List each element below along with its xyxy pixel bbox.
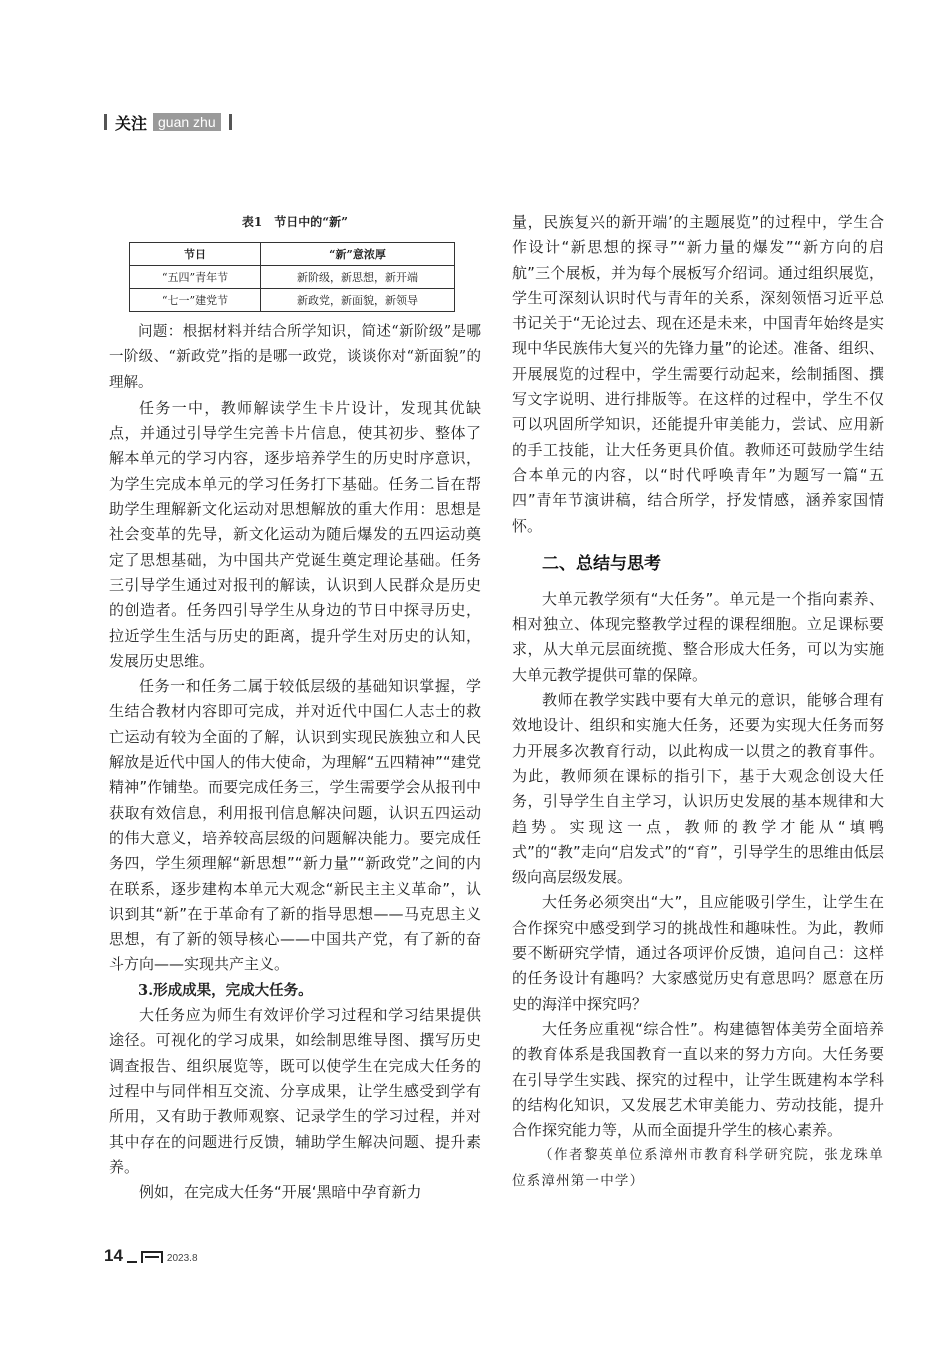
- body-paragraph: 教师在教学实践中要有大单元的意识，能够合理有效地设计、组织和实施大任务，还要为实现大任务而努力开展多次教育行动，以此构成一以贯之的教育事件。为此，教师须在课标的指引下，基于大观念创设大任务，引导学生自主学习，认识历史发展的基本规律和大趋势。实现这一点，教师的教学才能从“填鸭式”的“教”走向“启发式”的“育”，引导学生的思维由低层级向高层级发展。: [512, 691, 884, 887]
- section-heading: 二、总结与思考: [542, 553, 661, 574]
- header-bar-left: [104, 114, 107, 130]
- body-paragraph: 大单元教学须有“大任务”。单元是一个指向素养、相对独立、体现完整教学过程的课程细胞。立足课标要求，从大单元层面统揽、整合形成大任务，可以为实施大单元教学提供可靠的保障。: [512, 589, 884, 684]
- body-paragraph: 大任务必须突出“大”，且应能吸引学生，让学生在合作探究中感受到学习的挑战性和趣味性。为此，教师要不断研究学情，通过各项评价反馈，追问自己：这样的任务设计有趣吗？大家感觉历史有意思吗？愿意在历史的海洋中探究吗？: [512, 893, 884, 1013]
- table-row: [130, 266, 455, 289]
- step-heading: 3.形成成果，完成大任务。: [138, 981, 313, 999]
- page-footer: [104, 1246, 198, 1266]
- left-column: [109, 210, 481, 1205]
- body-paragraph: 量，民族复兴的新开端’的主题展览”的过程中，学生合作设计“新思想的探寻”“新力量的爆发”“新方向的启航”三个展板，并为每个展板写介绍词。通过组织展览，学生可深刻认识时代与青年的关系，深刻领悟习近平总书记关于“无论过去、现在还是未来，中国青年始终是实现中华民族伟大复兴的先锋力量”的论述。准备、组织、开展展览的过程中，学生需要行动起来，绘制插图、撰写文字说明、进行排版等。在这样的过程中，学生不仅可以巩固所学知识，还能提升审美能力，尝试、应用新的手工技能，让大任务更具价值。教师还可鼓励学生结合本单元的内容，以“时代呼唤青年”为题写一篇“五四”青年节演讲稿，结合所学，抒发情感，涵养家国情怀。: [512, 213, 884, 535]
- body-paragraph: 大任务应重视“综合性”。构建德智体美劳全面培养的教育体系是我国教育一直以来的努力方向。大任务要在引导学生实践、探究的过程中，让学生既建构本学科的结构化知识，又发展艺术审美能力、劳动技能，提升合作探究能力等，从而全面提升学生的核心素养。: [512, 1019, 884, 1140]
- right-column: [512, 210, 884, 1194]
- table-cell: 新阶级，新思想，新开端: [261, 266, 455, 289]
- author-note: （作者黎英单位系漳州市教育科学研究院，张龙珠单位系漳州第一中学）: [512, 1147, 884, 1189]
- table-header-row: [130, 243, 455, 266]
- header-bar-right: [229, 114, 232, 130]
- body-paragraph: 大任务应为师生有效评价学习过程和学习结果提供途径。可视化的学习成果，如绘制思维导图、撰写历史调查报告、组织展览等，既可以使学生在完成大任务的过程中与同伴相互交流、分享成果，让学生感受到学有所用，又有助于教师观察、记录学生的学习过程，并对其中存在的问题进行反馈，辅助学生解决问题、提升素养。: [109, 1006, 481, 1176]
- festival-table: [129, 242, 455, 312]
- table-cell: “五四”青年节: [130, 266, 261, 289]
- table-cell: 新政党，新面貌，新领导: [261, 289, 455, 312]
- issue-number: 2023.8: [166, 1253, 198, 1264]
- body-paragraph: 任务一中，教师解读学生卡片设计，发现其优缺点，并通过引导学生完善卡片信息，使其初步、整体了解本单元的学习内容，逐步培养学生的历史时序意识，为学生完成本单元的学习任务打下基础。任务二旨在帮助学生理解新文化运动对思想解放的重大作用：思想是社会变革的先导，新文化运动为随后爆发的五四运动奠定了思想基础，为中国共产党诞生奠定理论基础。任务三引导学生通过对报刊的解读，认识到人民群众是历史的创造者。任务四引导学生从身边的节日中探寻历史，拉近学生生活与历史的距离，提升学生对历史的认知，发展历史思维。: [109, 398, 481, 670]
- body-paragraph: 任务一和任务二属于较低层级的基础知识掌握，学生结合教材内容即可完成，并对近代中国仁人志士的救亡运动有较为全面的了解，认识到实现民族独立和人民解放是近代中国人的伟大使命，为理解“五四精神”“建党精神”作铺垫。而要完成任务三，学生需要学会从报刊中获取有效信息，利用报刊信息解决问题，认识五四运动的伟大意义，培养较高层级的问题解决能力。要完成任务四，学生须理解“新思想”“新力量”“新政党”之间的内在联系，逐步建构本单元大观念“新民主主义革命”，认识到其“新”在于革命有了新的指导思想——马克思主义思想，有了新的领导核心——中国共产党，有了新的奋斗方向——实现共产主义。: [109, 677, 481, 974]
- body-paragraph: 例如，在完成大任务“开展‘黑暗中孕育新力: [139, 1183, 422, 1202]
- table-row: [130, 289, 455, 312]
- page-number: 14: [104, 1246, 123, 1265]
- column-title: 关注: [115, 113, 148, 133]
- table-header-cell: “新”意浓厚: [261, 243, 455, 266]
- magazine-logo-icon: [141, 1251, 163, 1263]
- table-header-cell: 节日: [130, 243, 261, 266]
- footer-rule: [127, 1261, 137, 1263]
- question-paragraph: 问题：根据材料并结合所学知识，简述“新阶级”是哪一阶级、“新政党”指的是哪一政党，谈谈你对“新面貌”的理解。: [109, 324, 481, 391]
- table-caption: 表1 节日中的“新”: [241, 215, 349, 229]
- column-pinyin: guan zhu: [153, 113, 221, 131]
- column-header: [104, 111, 232, 133]
- table-cell: “七一”建党节: [130, 289, 261, 312]
